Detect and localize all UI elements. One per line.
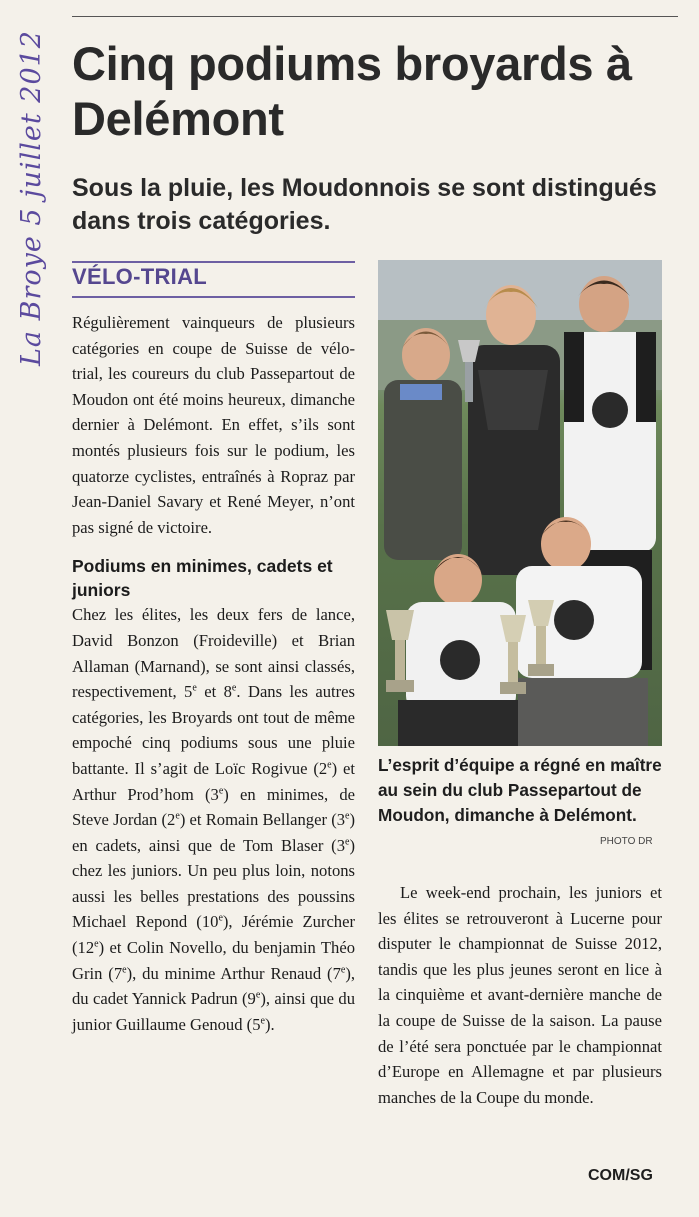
team-photo-illustration: [378, 260, 662, 746]
left-column: [72, 310, 355, 1037]
results-paragraph: [72, 602, 355, 1037]
photo-credit: PHOTO DR: [600, 836, 653, 847]
section-rubric: VÉLO-TRIAL: [72, 264, 207, 289]
article-subheadline: Sous la pluie, les Moudonnois se sont distingués dans trois catégories.: [72, 174, 657, 235]
superscript: e: [255, 989, 261, 1001]
superscript: e: [122, 964, 127, 976]
handwritten-source-note: La Broye 5 juillet 2012: [16, 30, 47, 366]
text-run: . Dans les autres catégories, les Broyards ont tout de même empoché cinq podiums sous une pluie battante. Il s’agit de Loïc Rogivue (2: [72, 682, 355, 778]
article-headline: Cinq podiums broyards à Delémont: [72, 37, 632, 145]
text-run: ) en cadets, ainsi que de Tom Blaser (3: [72, 810, 356, 855]
lead-paragraph: Régulièrement vainqueurs de plusieurs catégories en coupe de Suisse de vélo-trial, les coureurs du club Passepartout de Moudon ont été moins heureux, dimanche dernier à Delémont. En effet, s’ils sont montés plusieurs fois sur le podium, les quatorze cyclistes, entraînés à Ropraz par Jean-Daniel Savary et René Meyer, n’ont pas signé de victoire.: [72, 313, 355, 537]
superscript: e: [218, 912, 223, 924]
text-run: Chez les élites, les deux fers de lance, David Bonzon (Froideville) et Brian Allaman (Marnand), se sont ainsi classés, respectivement, 5: [72, 605, 355, 702]
superscript: e: [175, 810, 180, 822]
superscript: e: [327, 759, 332, 771]
superscript: e: [260, 1015, 265, 1027]
text-run: ), ainsi que du junior Guillaume Genoud (5: [72, 989, 355, 1034]
rubric-rule-top: [72, 261, 355, 263]
text-run: ) et Arthur Prod’hom (3: [72, 758, 356, 804]
text-run: ), Jérémie Zurcher (12: [72, 912, 355, 958]
text-run: et 8: [196, 682, 232, 702]
rubric-rule-bottom: [72, 296, 355, 298]
text-run: ), du minime Arthur Renaud (7: [126, 963, 341, 983]
superscript: e: [345, 810, 350, 822]
text-run: ).: [264, 1014, 275, 1034]
author-signature: COM/SG: [588, 1167, 653, 1184]
text-run: ) en minimes, de Steve Jordan (2: [72, 784, 356, 830]
team-photo: [378, 260, 662, 746]
text-run: ) chez les juniors. Un peu plus loin, notons aussi les belles prestations des poussins Michael Repond (10: [72, 835, 355, 932]
right-column: [378, 880, 662, 1110]
superscript: e: [231, 682, 237, 694]
intertitle: Podiums en minimes, cadets et juniors: [72, 556, 333, 601]
text-run: ) et Romain Bellanger (3: [179, 810, 346, 830]
superscript: e: [218, 784, 224, 796]
superscript: e: [192, 682, 197, 694]
closing-paragraph: Le week-end prochain, les juniors et les élites se retrouveront à Lucerne pour disputer le championnat de Suisse 2012, tandis que les plus jeunes seront en lice à la cinquième et avant-dernière manche de la coupe de Suisse de la saison. La pause de l’été sera ponctuée par le championnat d’Europe en Allemagne et par plusieurs manches de la Coupe du monde.: [378, 883, 662, 1107]
top-rule: [72, 16, 678, 17]
text-run: ) et Colin Novello, du benjamin Théo Grin (7: [72, 938, 355, 983]
superscript: e: [94, 938, 99, 950]
text-run: ), du cadet Yannick Padrun (9: [72, 963, 356, 1009]
superscript: e: [340, 964, 346, 976]
superscript: e: [345, 836, 350, 848]
photo-caption: L’esprit d’équipe a régné en maître au sein du club Passepartout de Moudon, dimanche à Delémont.: [378, 755, 662, 825]
